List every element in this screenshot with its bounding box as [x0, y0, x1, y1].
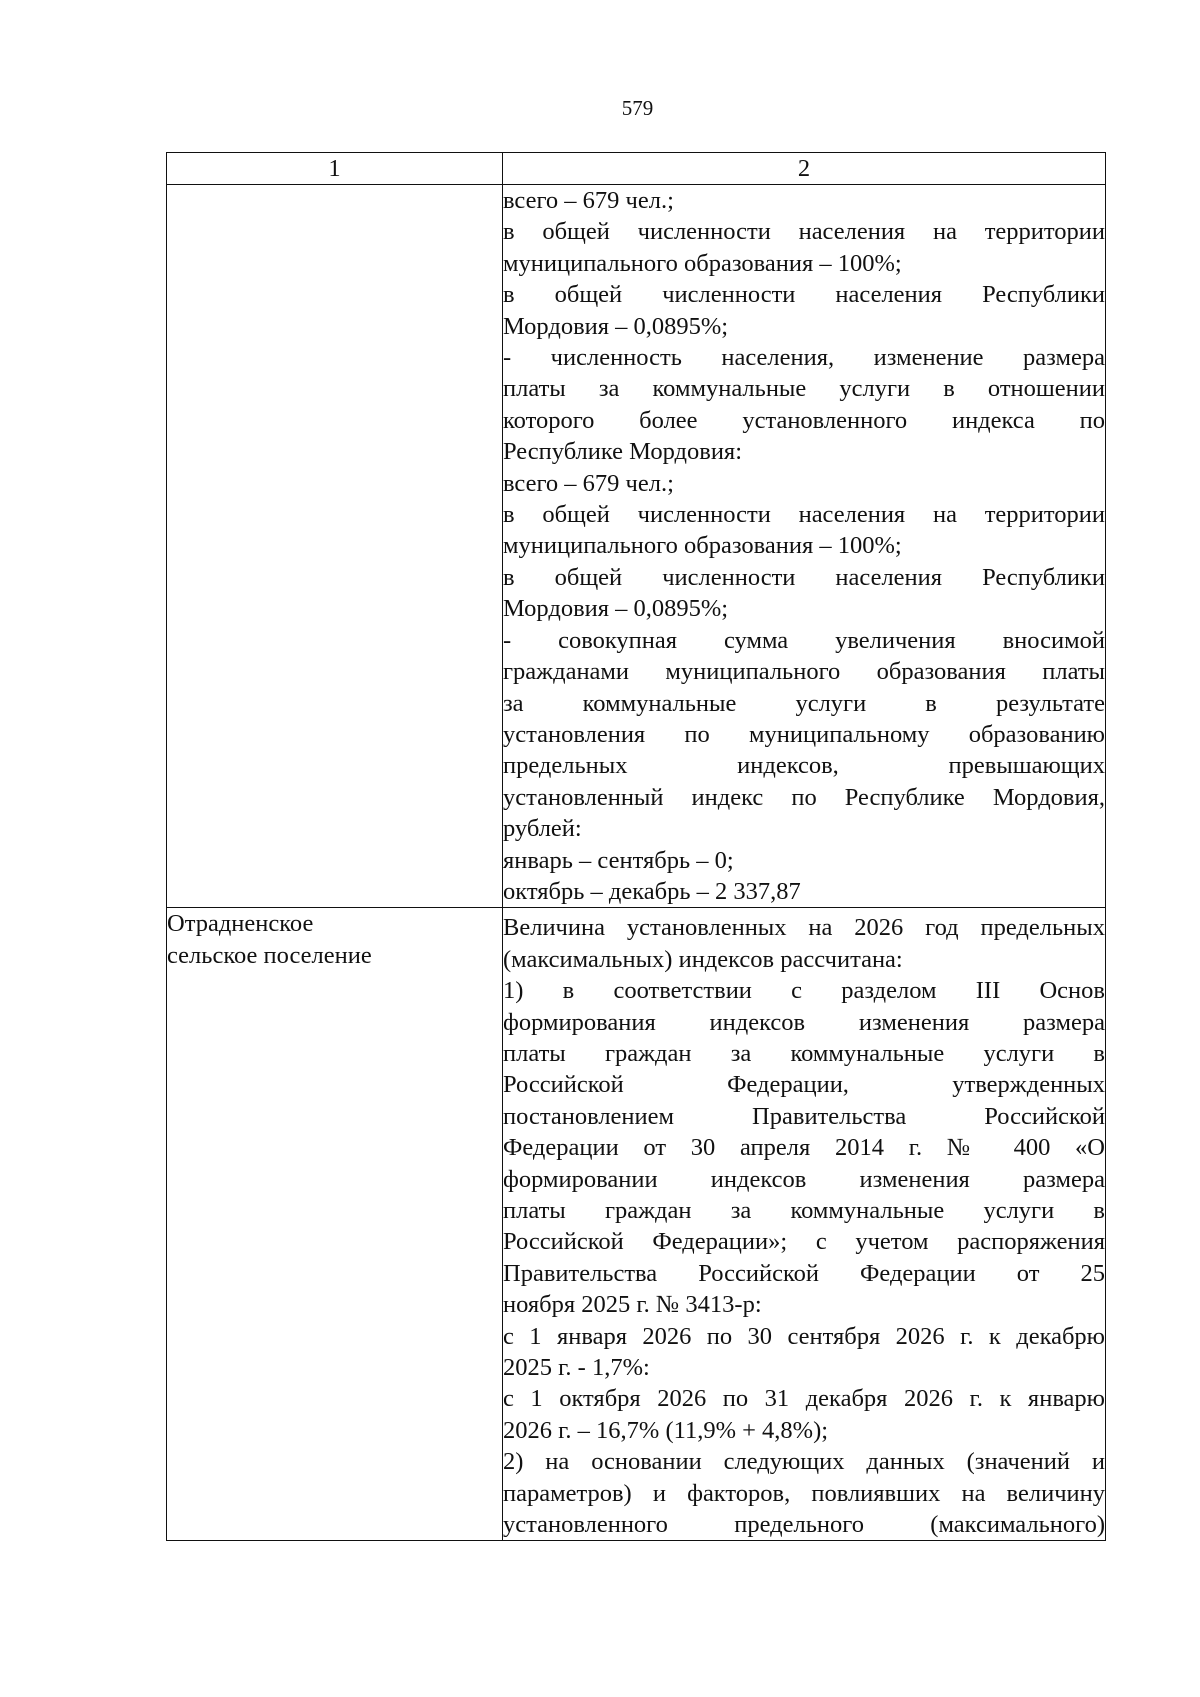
text-line: январь – сентябрь – 0;: [503, 846, 734, 874]
text-line: всего – 679 чел.;: [503, 469, 674, 497]
text-line: Российской Федерации, утвержденных: [503, 1071, 1105, 1099]
table-row: [167, 185, 1106, 908]
text-line: октябрь – декабрь – 2 337,87: [503, 877, 801, 905]
text-line: Мордовия – 0,0895%;: [503, 595, 729, 623]
text-line: 1) в соответствии с разделом III Основ: [503, 977, 1105, 1005]
text-line: формировании индексов изменения размера: [503, 1165, 1105, 1193]
text-line: Мордовия – 0,0895%;: [503, 312, 729, 340]
page-number: 579: [621, 96, 654, 120]
text-line: - совокупная сумма увеличения вносимой: [503, 626, 1105, 654]
text-line: с 1 января 2026 по 30 сентября 2026 г. к декабрю: [503, 1322, 1105, 1350]
text-line: постановлением Правительства Российской: [503, 1102, 1105, 1130]
text-line: установленный индекс по Республике Мордовия,: [503, 783, 1105, 811]
text-line: Федерации от 30 апреля 2014 г. № 400 «О: [503, 1134, 1105, 1162]
settlement-cell: [167, 185, 503, 908]
text-line: платы граждан за коммунальные услуги в: [503, 1039, 1105, 1067]
description-cell: [503, 908, 1106, 1541]
text-line: платы граждан за коммунальные услуги в: [503, 1197, 1105, 1224]
settlement-name-line: Отрадненское: [167, 910, 314, 938]
text-line: Российской Федерации»; с учетом распоряжения: [503, 1228, 1105, 1256]
text-line: в общей численности населения на территории: [503, 218, 1105, 246]
text-line: ноября 2025 г. № 3413-р:: [503, 1291, 762, 1319]
text-line: в общей численности населения Республики: [503, 281, 1105, 309]
text-line: которого более установленного индекса по: [503, 406, 1105, 434]
text-line: в общей численности населения Республики: [503, 563, 1105, 591]
text-line: платы за коммунальные услуги в отношении: [503, 375, 1105, 403]
text-line: 2026 г. – 16,7% (11,9% + 4,8%);: [503, 1416, 829, 1444]
header-col-2: 2: [503, 153, 1106, 185]
text-line: за коммунальные услуги в результате: [503, 689, 1105, 717]
text-line: Республике Мордовия:: [503, 438, 743, 466]
table-header-row: [167, 153, 1106, 185]
text-line: формирования индексов изменения размера: [503, 1008, 1105, 1036]
text-line: всего – 679 чел.;: [503, 187, 674, 214]
text-line: рублей:: [503, 815, 582, 843]
text-line: муниципального образования – 100%;: [503, 532, 902, 560]
header-col-1: 1: [167, 153, 503, 185]
text-line: 2) на основании следующих данных (значений и: [503, 1448, 1105, 1476]
settlement-name-line: сельское поселение: [167, 941, 372, 969]
description-cell: [503, 185, 1106, 908]
text-line: Правительства Российской Федерации от 25: [503, 1259, 1105, 1287]
indices-table: [166, 152, 1106, 1541]
text-line: с 1 октября 2026 по 31 декабря 2026 г. к январю: [503, 1385, 1105, 1413]
text-line: установленного предельного (максимального): [503, 1511, 1105, 1539]
settlement-cell: [167, 908, 503, 1541]
table-row: [167, 908, 1106, 1541]
text-line: - численность населения, изменение размера: [503, 344, 1105, 372]
text-line: Величина установленных на 2026 год предельных: [503, 914, 1105, 942]
text-line: предельных индексов, превышающих: [503, 752, 1105, 780]
text-line: в общей численности населения на территории: [503, 501, 1105, 529]
text-line: параметров) и факторов, повлиявших на величину: [503, 1479, 1105, 1507]
text-line: (максимальных) индексов рассчитана:: [503, 945, 903, 973]
text-line: муниципального образования – 100%;: [503, 249, 902, 277]
text-line: установления по муниципальному образованию: [503, 720, 1105, 748]
text-line: 2025 г. - 1,7%:: [503, 1354, 650, 1382]
text-line: гражданами муниципального образования платы: [503, 658, 1105, 686]
